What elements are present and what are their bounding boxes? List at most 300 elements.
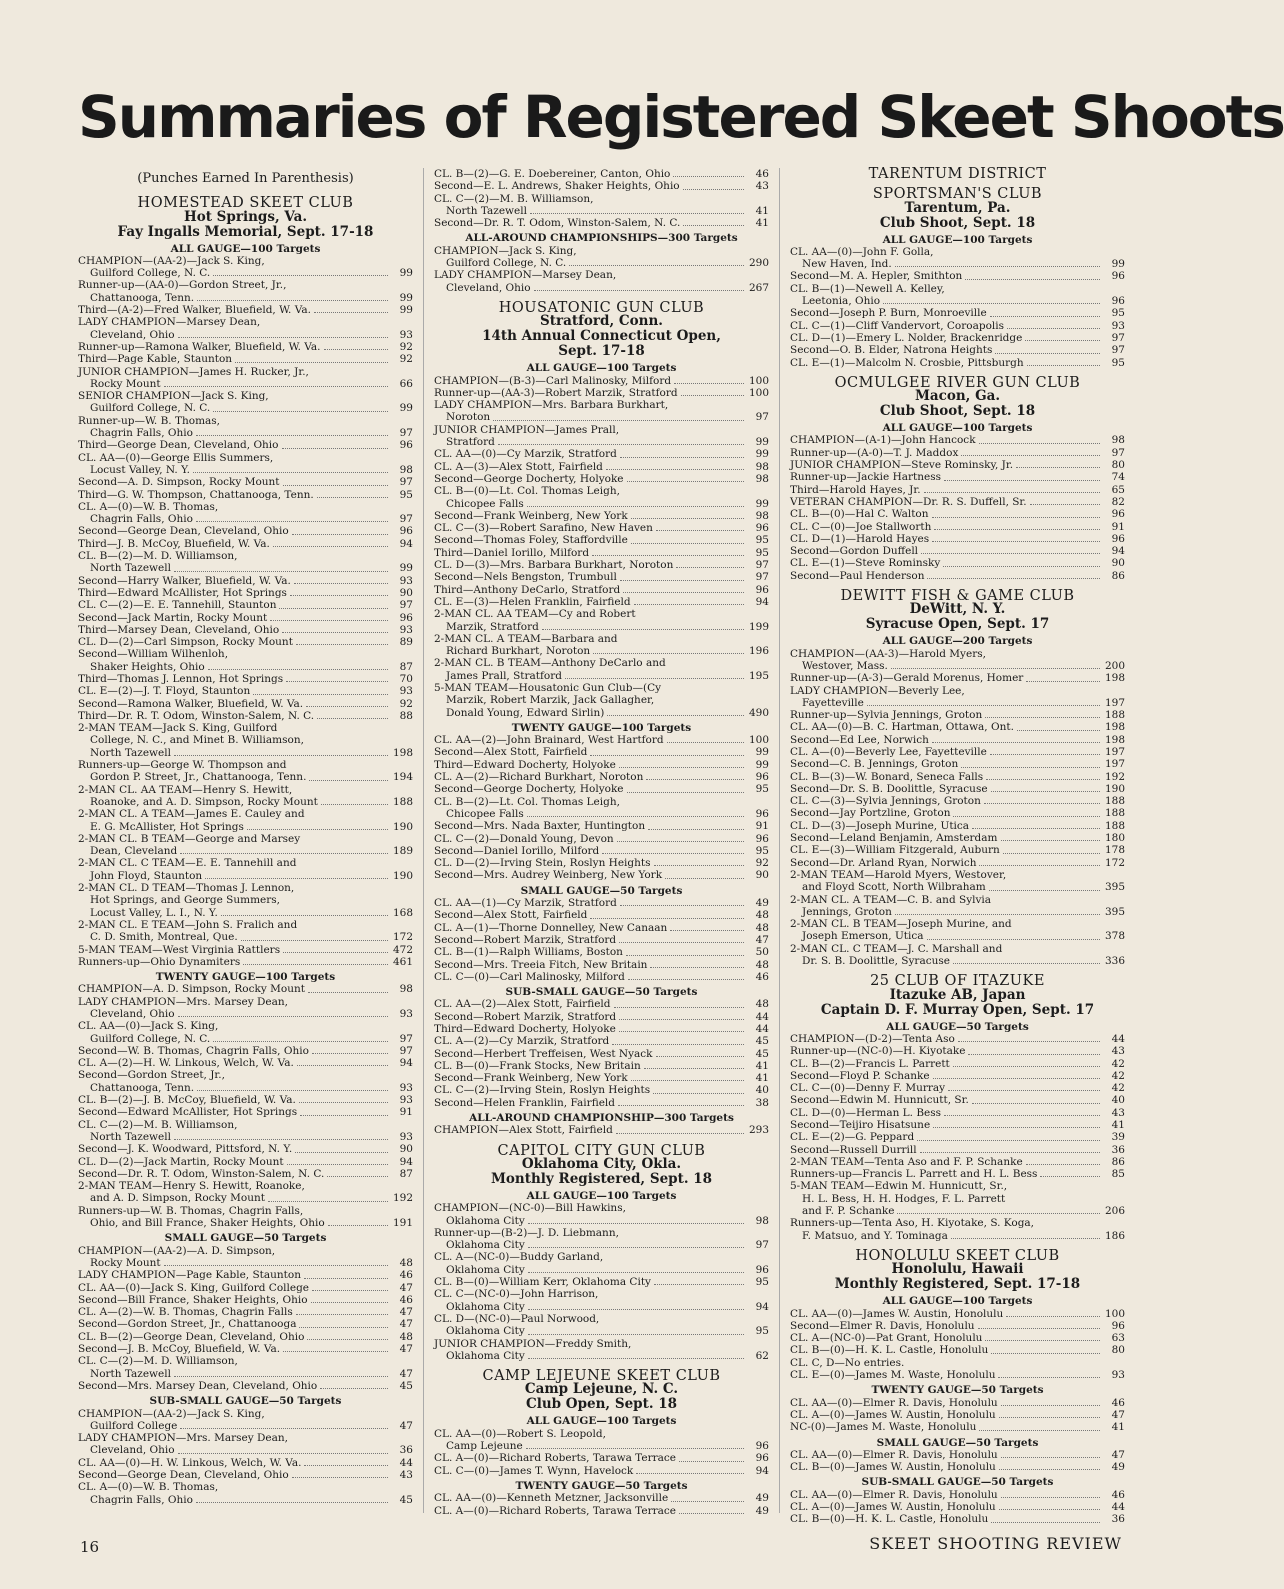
result-name: CL. A—(NC-0)—Pat Grant, Honolulu [790, 1332, 983, 1345]
result-score: 91 [399, 1106, 413, 1119]
result-score: 188 [1104, 819, 1125, 832]
result-name: North Tazewell [90, 1367, 171, 1380]
result-score: 96 [1111, 532, 1125, 545]
result-row [78, 747, 413, 759]
result-row [434, 559, 769, 571]
result-name: Second—W. B. Thomas, Chagrin Falls, Ohio [78, 1044, 309, 1057]
result-name: Oklahoma City [446, 1300, 525, 1313]
result-name: Second—Daniel Iorillo, Milford [434, 844, 600, 857]
leader-dots [1026, 681, 1100, 682]
result-row [78, 267, 413, 279]
result-name: 2-MAN TEAM—Tenta Aso and F. P. Schanke [790, 1155, 1023, 1168]
leader-dots [292, 1477, 388, 1478]
result-score: 197 [1104, 745, 1125, 758]
result-row [78, 292, 413, 304]
result-row [790, 447, 1125, 459]
result-score: 47 [399, 1318, 413, 1331]
result-name: Second—Nels Bengston, Trumbull [434, 571, 617, 584]
leader-dots [286, 681, 388, 682]
result-name: Oklahoma City [446, 1349, 525, 1362]
result-name: Second—Dr. R. T. Odom, Winston-Salem, N. C. [434, 217, 681, 230]
result-row [434, 1239, 769, 1251]
result-row [790, 1144, 1125, 1156]
result-row [790, 1033, 1125, 1045]
result-name: CL. B—(2)—J. B. McCoy, Bluefield, W. Va. [78, 1094, 296, 1107]
result-line: CL. C—(2)—M. B. Williamson, [78, 1118, 238, 1131]
result-row [434, 257, 769, 269]
result-score: 461 [392, 955, 413, 968]
result-row [434, 596, 769, 608]
club-location: Stratford, Conn. [540, 313, 663, 330]
result-row [78, 698, 413, 710]
result-row [434, 1465, 769, 1477]
result-name: Runners-up—Francis L. Parrett and H. L. Bess [790, 1168, 1038, 1181]
result-line: JUNIOR CHAMPION—Freddy Smith, [434, 1337, 632, 1350]
result-row [434, 971, 769, 983]
leader-dots [618, 1105, 744, 1106]
club-name: TARENTUM DISTRICT [868, 166, 1047, 182]
result-score: 490 [748, 706, 769, 719]
result-name: Third—Edward Docherty, Holyoke [434, 758, 616, 771]
result-row [78, 538, 413, 550]
leader-dots [932, 517, 1100, 518]
leader-dots [1030, 504, 1100, 505]
leader-dots [1017, 730, 1100, 731]
leader-dots [979, 865, 1100, 866]
result-name: Third—Anthony DeCarlo, Stratford [434, 583, 621, 596]
result-score: 47 [1111, 1408, 1125, 1421]
club-location: Tarentum, Pa. [904, 199, 1011, 216]
leader-dots [985, 717, 1100, 718]
result-row [78, 439, 413, 451]
club-location: Honolulu, Hawaii [891, 1261, 1024, 1278]
leader-dots [671, 1501, 744, 1502]
result-name: Second—Leland Benjamin, Amsterdam [790, 832, 998, 845]
result-name: CL. C—(2)—E. E. Tannehill, Staunton [78, 599, 277, 612]
result-line: CL. A—(0)—W. B. Thomas, [78, 1481, 219, 1494]
result-score: 89 [399, 636, 413, 649]
result-row [78, 673, 413, 685]
result-row [434, 946, 769, 958]
result-row [434, 783, 769, 795]
leader-dots [620, 905, 744, 906]
shoot-name: Club Shoot, Sept. 18 [879, 214, 1036, 231]
event-heading: SUB-SMALL GAUGE—50 Targets [861, 1476, 1054, 1489]
result-row [790, 1131, 1125, 1143]
result-name: Rocky Mount [90, 377, 161, 390]
result-row [790, 1308, 1125, 1320]
leader-dots [174, 1139, 388, 1140]
result-score: 196 [748, 645, 769, 658]
result-score: 290 [748, 257, 769, 270]
result-score: 39 [1111, 1131, 1125, 1144]
result-score: 43 [399, 1468, 413, 1481]
column-rule [423, 168, 424, 1513]
result-score: 46 [755, 168, 769, 180]
result-score: 47 [399, 1281, 413, 1294]
result-row [790, 332, 1125, 344]
result-name: North Tazewell [90, 1130, 171, 1143]
leader-dots [283, 485, 388, 486]
result-row [434, 522, 769, 534]
result-line: 2-MAN CL. E TEAM—John S. Fralich and [78, 918, 298, 931]
result-row [434, 645, 769, 657]
result-row [790, 795, 1125, 807]
leader-dots [990, 316, 1100, 317]
result-line: Runner-up—(AA-0)—Gordon Street, Jr., [78, 279, 287, 292]
leader-dots [883, 303, 1100, 304]
result-name: CL. AA—(0)—Cy Marzik, Stratford [434, 448, 617, 461]
result-row [78, 944, 413, 956]
leader-dots [895, 914, 1100, 915]
result-name: Second—E. L. Andrews, Shaker Heights, Ohio [434, 180, 680, 193]
leader-dots [528, 1223, 744, 1224]
result-score: 98 [1111, 434, 1125, 447]
result-row [78, 1469, 413, 1481]
result-score: 99 [755, 497, 769, 510]
result-row [78, 661, 413, 673]
leader-dots [526, 1448, 744, 1449]
result-row [78, 1368, 413, 1380]
result-name: North Tazewell [90, 746, 171, 759]
result-line: CL. AA—(0)—Jack S. King, [78, 1020, 219, 1033]
leader-dots [683, 225, 744, 226]
leader-dots [1001, 1497, 1100, 1498]
result-row [434, 759, 769, 771]
result-name: CL. E—(2)—G. Peppard [790, 1131, 915, 1144]
results-column-2 [434, 168, 769, 1517]
result-row [790, 820, 1125, 832]
result-row [434, 510, 769, 522]
result-name: Second—George Dean, Cleveland, Ohio [78, 525, 289, 538]
results-column-3 [790, 166, 1125, 1526]
result-name: CL. D—(1)—Emery L. Nolder, Brackenridge [790, 331, 1023, 344]
result-line: CL. C, D—No entries. [790, 1356, 905, 1369]
result-name: Gordon P. Street, Jr., Chattanooga, Tenn. [90, 771, 307, 784]
result-score: 43 [1111, 1045, 1125, 1058]
result-row [78, 1131, 413, 1143]
result-name: CL. E—(2)—J. T. Floyd, Staunton [78, 685, 251, 698]
club-location: DeWitt, N. Y. [909, 601, 1006, 618]
result-score: 74 [1111, 471, 1125, 484]
magazine-name: SKEET SHOOTING REVIEW [869, 1534, 1122, 1553]
leader-dots [196, 1502, 388, 1503]
result-row [434, 670, 769, 682]
result-score: 44 [755, 1010, 769, 1023]
result-score: 47 [755, 933, 769, 946]
result-row [434, 436, 769, 448]
result-row [78, 1457, 413, 1469]
result-score: 92 [755, 857, 769, 870]
club-name: CAPITOL CITY GUN CLUB [497, 1142, 706, 1159]
result-name: CL. A—(0)—Beverly Lee, Fayetteville [790, 745, 987, 758]
result-line: CL. A—(NC-0)—Buddy Garland, [434, 1251, 604, 1264]
result-name: CL. AA—(0)—James W. Austin, Honolulu [790, 1307, 1004, 1320]
result-name: CL. B—(3)—W. Bonard, Seneca Falls [790, 770, 984, 783]
leader-dots [1006, 1316, 1100, 1317]
leader-dots [978, 1328, 1100, 1329]
result-line: JUNIOR CHAMPION—James Prall, [434, 423, 620, 436]
result-name: Second—Teijiro Hisatsune [790, 1119, 931, 1131]
result-score: 97 [399, 599, 413, 612]
result-name: CL. C—(3)—Robert Sarafino, New Haven [434, 522, 653, 535]
result-score: 44 [1111, 1032, 1125, 1045]
result-name: Runner-up—Sylvia Jennings, Groton [790, 709, 983, 722]
result-row [434, 1060, 769, 1072]
result-name: Third—George Dean, Cleveland, Ohio [78, 439, 279, 452]
result-row [78, 796, 413, 808]
leader-dots [616, 1133, 744, 1134]
result-name: CL. C—(3)—Sylvia Jennings, Groton [790, 795, 981, 808]
result-score: 42 [1111, 1057, 1125, 1070]
result-row [434, 820, 769, 832]
result-name: CL. A—(0)—Richard Roberts, Tarawa Terrace [434, 1452, 676, 1465]
leader-dots [991, 1353, 1100, 1354]
result-line: 2-MAN CL. AA TEAM—Cy and Robert [434, 608, 636, 621]
result-row [790, 660, 1125, 672]
leader-dots [299, 1102, 388, 1103]
leader-dots [193, 472, 388, 473]
leader-dots [528, 1272, 744, 1273]
result-line: 2-MAN CL. C TEAM—E. E. Tannehill and [78, 857, 297, 870]
leader-dots [920, 1152, 1100, 1153]
result-name: E. G. McAllister, Hot Springs [90, 820, 244, 833]
result-score: 46 [399, 1269, 413, 1282]
leader-dots [312, 1290, 388, 1291]
result-name: CL. AA—(0)—Elmer R. Davis, Honolulu [790, 1448, 998, 1461]
result-row [434, 282, 769, 294]
result-name: CL. A—(0)—Richard Roberts, Tarawa Terrace [434, 1504, 676, 1517]
leader-dots [986, 779, 1100, 780]
page-number: 16 [80, 1538, 100, 1556]
result-name: Chicopee Falls [446, 807, 524, 820]
result-score: 97 [399, 476, 413, 489]
result-name: Runner-up—(A-0)—T. J. Maddox [790, 446, 959, 459]
result-row [78, 710, 413, 722]
result-score: 42 [1111, 1069, 1125, 1082]
leader-dots [527, 816, 744, 817]
leader-dots [197, 1090, 388, 1091]
result-row [790, 521, 1125, 533]
result-row [434, 1301, 769, 1313]
result-line: 2-MAN CL. B TEAM—Joseph Murine, and [790, 918, 1012, 931]
result-line: Second—William Wilhenloh, [78, 648, 229, 661]
result-name: Second—Ed Lee, Norwich [790, 733, 929, 746]
result-line: Hot Springs, and George Summers, [90, 894, 280, 907]
shoot-name: Monthly Registered, Sept. 17-18 [834, 1276, 1081, 1293]
result-line: 5-MAN TEAM—Housatonic Gun Club—(Cy [434, 681, 662, 694]
leader-dots [314, 312, 388, 313]
result-score: 96 [1111, 1319, 1125, 1332]
result-score: 36 [1111, 1513, 1125, 1526]
result-score: 95 [755, 1276, 769, 1289]
leader-dots [304, 1278, 388, 1279]
result-row [790, 955, 1125, 967]
result-row [434, 1023, 769, 1035]
leader-dots [644, 1068, 744, 1069]
leader-dots [1007, 328, 1100, 329]
result-name: Second—Joseph P. Burn, Monroeville [790, 307, 987, 320]
result-name: Jennings, Groton [802, 905, 892, 918]
result-line: Runners-up—W. B. Thomas, Chagrin Falls, [78, 1204, 304, 1217]
result-score: 99 [755, 758, 769, 771]
result-line: CL. C—(2)—M. B. Williamson, [434, 192, 594, 205]
result-row [78, 329, 413, 341]
result-score: 198 [1104, 733, 1125, 746]
result-score: 267 [748, 281, 769, 294]
result-row [78, 1282, 413, 1294]
result-row [790, 881, 1125, 893]
result-score: 87 [399, 660, 413, 673]
result-name: Second—Mrs. Treeia Fitch, New Britain [434, 958, 648, 971]
leader-dots [527, 506, 744, 507]
result-score: 40 [1111, 1094, 1125, 1107]
result-row [78, 1082, 413, 1094]
result-row [78, 1494, 413, 1506]
result-score: 48 [755, 921, 769, 934]
leader-dots [247, 829, 388, 830]
result-row [790, 1107, 1125, 1119]
result-name: Second—Gordon Street, Jr., Chattanooga [78, 1318, 297, 1331]
result-score: 97 [399, 1032, 413, 1045]
result-name: Second—Frank Weinberg, New York [434, 1072, 628, 1085]
result-name: CL. C—(0)—Carl Malinosky, Milford [434, 970, 625, 983]
result-name: CL. AA—(2)—John Brainard, West Hartford [434, 734, 664, 747]
result-row [434, 771, 769, 783]
result-row [790, 570, 1125, 582]
result-name: New Haven, Ind. [802, 258, 892, 271]
leader-dots [311, 1302, 388, 1303]
leader-dots [174, 755, 388, 756]
result-row [790, 344, 1125, 356]
result-row [78, 1045, 413, 1057]
result-score: 96 [399, 611, 413, 624]
result-name: CHAMPION—(A-1)—John Hancock [790, 434, 976, 447]
result-score: 97 [1111, 331, 1125, 344]
result-name: CL. B—(2)—George Dean, Cleveland, Ohio [78, 1330, 305, 1343]
result-name: Roanoke, and A. D. Simpson, Rocky Mount [90, 795, 318, 808]
leader-dots [679, 1513, 744, 1514]
result-name: Second—C. B. Jennings, Groton [790, 758, 959, 771]
result-name: Third—Marsey Dean, Cleveland, Ohio [78, 623, 280, 636]
result-score: 199 [748, 620, 769, 633]
result-line: 2-MAN CL. AA TEAM—Henry S. Hewitt, [78, 783, 293, 796]
result-score: 95 [1111, 356, 1125, 369]
result-name: CL. D—(2)—Irving Stein, Roslyn Heights [434, 857, 651, 870]
result-score: 99 [399, 267, 413, 280]
result-score: 45 [755, 1047, 769, 1060]
result-score: 95 [399, 488, 413, 501]
result-name: Chagrin Falls, Ohio [90, 427, 193, 440]
shoot-name: Captain D. F. Murray Open, Sept. 17 [820, 1001, 1095, 1018]
result-name: Second—Floyd P. Schanke [790, 1069, 930, 1082]
result-row [434, 1035, 769, 1047]
leader-dots [243, 964, 388, 965]
result-row [790, 508, 1125, 520]
leader-dots [178, 1016, 388, 1017]
leader-dots [205, 878, 388, 879]
result-name: Chattanooga, Tenn. [90, 291, 195, 304]
leader-dots [1027, 365, 1100, 366]
result-score: 92 [399, 340, 413, 353]
result-score: 70 [399, 672, 413, 685]
leader-dots [296, 644, 388, 645]
shoot-name: Syracuse Open, Sept. 17 [865, 616, 1050, 633]
result-name: CL. B—(0)—H. K. L. Castle, Honolulu [790, 1513, 989, 1526]
result-name: Chagrin Falls, Ohio [90, 1493, 193, 1506]
result-name: CHAMPION—Alex Stott, Fairfield [434, 1124, 613, 1137]
result-name: CL. AA—(2)—Alex Stott, Fairfield [434, 998, 611, 1011]
result-line: LADY CHAMPION—Marsey Dean, [434, 269, 617, 282]
result-score: 91 [755, 820, 769, 833]
result-row [78, 1444, 413, 1456]
result-name: CL. D—(0)—Herman L. Bess [790, 1106, 942, 1119]
leader-dots [534, 290, 744, 291]
result-name: CL. AA—(0)—Elmer R. Davis, Honolulu [790, 1488, 998, 1501]
result-name: CL. D—(3)—Mrs. Barbara Burkhart, Noroton [434, 559, 674, 572]
leader-dots [972, 828, 1100, 829]
result-name: Second—Gordon Duffell [790, 545, 919, 558]
result-line: CL. AA—(0)—Robert S. Leopold, [434, 1427, 606, 1440]
event-heading: SMALL GAUGE—50 Targets [876, 1436, 1039, 1449]
club-name: HONOLULU SKEET CLUB [855, 1247, 1060, 1264]
result-row [790, 906, 1125, 918]
leader-dots [528, 1358, 744, 1359]
result-score: 190 [1104, 782, 1125, 795]
result-name: CL. A—(1)—Thorne Donnelley, New Canaan [434, 921, 668, 934]
result-score: 195 [748, 669, 769, 682]
leader-dots [174, 571, 388, 572]
result-name: Richard Burkhart, Noroton [446, 645, 591, 658]
result-name: Oklahoma City [446, 1325, 525, 1338]
leader-dots [673, 176, 744, 177]
result-score: 36 [399, 1444, 413, 1457]
result-row [790, 1058, 1125, 1070]
result-row [78, 1380, 413, 1392]
leader-dots [208, 669, 388, 670]
result-row [790, 734, 1125, 746]
leader-dots [953, 816, 1100, 817]
page-title: Summaries of Registered Skeet Shoots [78, 83, 1284, 151]
leader-dots [958, 1041, 1100, 1042]
leader-dots [921, 553, 1100, 554]
result-row [790, 1369, 1125, 1381]
result-row [790, 357, 1125, 369]
leader-dots [895, 266, 1100, 267]
leader-dots [197, 300, 388, 301]
result-row [78, 1269, 413, 1281]
leader-dots [619, 942, 744, 943]
result-row [78, 845, 413, 857]
result-score: 96 [755, 583, 769, 596]
leader-dots [917, 1140, 1100, 1141]
result-name: Cleveland, Ohio [90, 328, 175, 341]
event-heading: ALL-AROUND CHAMPIONSHIP—300 Targets [469, 1112, 734, 1125]
result-row [434, 1440, 769, 1452]
leader-dots [924, 492, 1100, 493]
event-heading: TWENTY GAUGE—50 Targets [515, 1479, 688, 1492]
result-score: 47 [399, 1419, 413, 1432]
result-score: 168 [392, 906, 413, 919]
result-score: 48 [755, 958, 769, 971]
result-score: 200 [1104, 659, 1125, 672]
result-name: Locust Valley, L. I., N. Y. [90, 906, 218, 919]
leader-dots [312, 1053, 388, 1054]
result-row [790, 1489, 1125, 1501]
result-row [78, 464, 413, 476]
result-line: 2-MAN CL. C TEAM—J. C. Marshall and [790, 942, 1003, 955]
result-line: CHAMPION—(AA-3)—Harold Myers, [790, 647, 986, 660]
